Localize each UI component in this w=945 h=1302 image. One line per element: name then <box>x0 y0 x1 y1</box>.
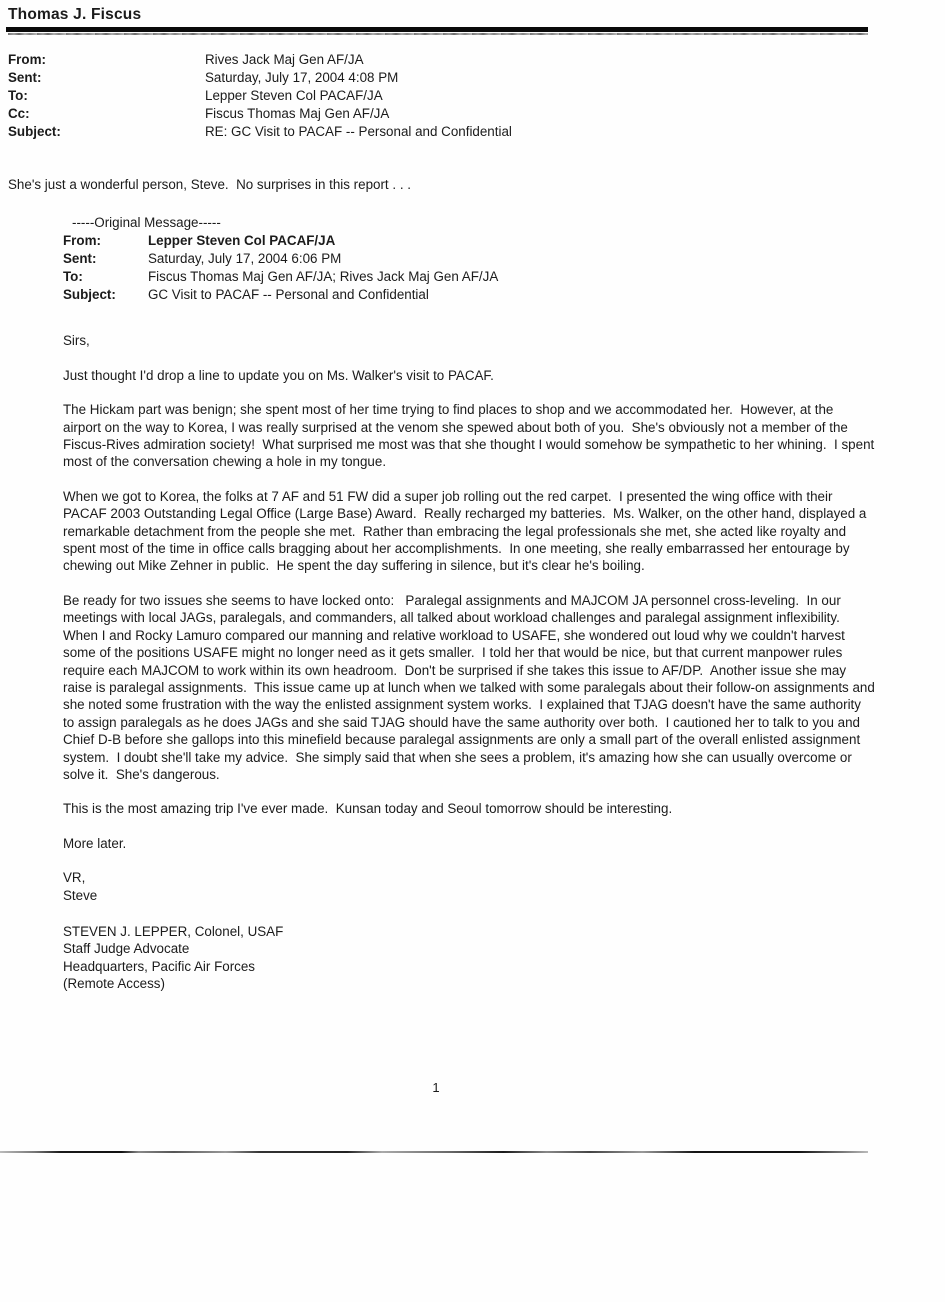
signature-steve: Steve <box>63 887 98 903</box>
quoted-subject-value: GC Visit to PACAF -- Personal and Confidential <box>148 287 429 303</box>
from-value: Rives Jack Maj Gen AF/JA <box>205 52 364 67</box>
sent-label: Sent: <box>8 70 42 85</box>
signature-name-rank: STEVEN J. LEPPER, Colonel, USAF <box>63 923 284 939</box>
subject-value: RE: GC Visit to PACAF -- Personal and Confidential <box>205 124 512 139</box>
email-header-row-to <box>8 87 880 105</box>
body-paragraph-korea: When we got to Korea, the folks at 7 AF and 51 FW did a super job rolling out the red carpet. I presented the wing office with their PACAF 2003 Outstanding Legal Office (Large Base) Award. Really recharged my batteries. Ms. Walker, on the other hand, displayed a remarkable detachment from the people she met. Rather than embracing the legal professionals she met, she acted like royalty and spent most of the time in office calls bragging about her accomplishments. In one meeting, she really embarrassed her entourage by chewing out Mike Zehner in public. He spent the day suffering in silence, but it's clear he's boiling. <box>63 488 871 574</box>
email-header-row-sent <box>8 69 880 87</box>
to-label: To: <box>8 88 28 103</box>
sent-value: Saturday, July 17, 2004 4:08 PM <box>205 70 399 85</box>
quoted-to-value: Fiscus Thomas Maj Gen AF/JA; Rives Jack Maj Gen AF/JA <box>148 269 499 285</box>
signature-block <box>63 923 875 993</box>
quoted-header-row-from <box>63 232 875 250</box>
message-body <box>63 332 879 852</box>
original-message-divider: -----Original Message----- <box>72 215 221 231</box>
quoted-sent-value: Saturday, July 17, 2004 6:06 PM <box>148 251 342 267</box>
body-paragraph-trip: This is the most amazing trip I've ever made. Kunsan today and Seoul tomorrow should be interesting. <box>63 801 673 817</box>
quoted-header-block <box>63 232 875 304</box>
email-header-row-from <box>8 51 880 69</box>
header-rule-speckle <box>8 33 868 35</box>
signature-remote-access: (Remote Access) <box>63 976 165 992</box>
email-header-row-cc <box>8 105 880 123</box>
body-paragraph-salutation: Sirs, <box>63 333 90 349</box>
page-number: 1 <box>432 1080 440 1095</box>
signature-title: Staff Judge Advocate <box>63 941 190 957</box>
email-header-block <box>8 51 880 141</box>
quoted-sent-label: Sent: <box>63 251 97 267</box>
body-paragraph-intro: Just thought I'd drop a line to update you on Ms. Walker's visit to PACAF. <box>63 367 494 383</box>
body-paragraph-hickam: The Hickam part was benign; she spent most of her time trying to find places to shop and we accommodated her. However, at the airport on the way to Korea, I was really surprised at the venom she spewed about both of you. She's obviously not a member of the Fiscus-Rives admiration society! What surprised me most was that she thought I would somehow be sympathetic to her whining. I spent most of the conversation chewing a hole in my tongue. <box>63 402 878 470</box>
from-label: From: <box>8 52 46 67</box>
quoted-to-label: To: <box>63 269 83 285</box>
quoted-header-row-to <box>63 268 875 286</box>
signature-org: Headquarters, Pacific Air Forces <box>63 958 256 974</box>
quoted-from-label: From: <box>63 233 101 249</box>
quoted-message <box>63 214 879 992</box>
body-paragraph-more-later: More later. <box>63 835 127 851</box>
quoted-from-value: Lepper Steven Col PACAF/JA <box>148 233 336 249</box>
document-header-name: Thomas J. Fiscus <box>8 6 142 23</box>
subject-label: Subject: <box>8 124 61 139</box>
quoted-header-row-subject <box>63 286 875 304</box>
bottom-scan-artifact-line <box>0 1151 868 1153</box>
cc-value: Fiscus Thomas Maj Gen AF/JA <box>205 106 390 121</box>
signature-short <box>63 869 875 904</box>
quoted-subject-label: Subject: <box>63 287 116 303</box>
cc-label: Cc: <box>8 106 30 121</box>
header-rule-thick <box>6 27 868 32</box>
signature-vr: VR, <box>63 870 86 886</box>
quoted-header-row-sent <box>63 250 875 268</box>
to-value: Lepper Steven Col PACAF/JA <box>205 88 383 103</box>
body-paragraph-issues: Be ready for two issues she seems to have locked onto: Paralegal assignments and MAJCOM JA personnel cross-leveling. In our meetings with local JAGs, paralegals, and commanders, all talked about workload challenges and paralegal assignment inflexibility. When I and Rocky Lamuro compared our manning and relative workload to USAFE, she wondered out loud why we couldn't harvest some of the positions USAFE might no longer need as it gets smaller. I told her that would be nice, but that current manpower rules require each MAJCOM to work within its own headroom. Don't be surprised if she takes this issue to AF/DP. Another issue she may raise is paralegal assignments. This issue came up at lunch when we talked with some paralegals about their follow-on assignments and she noted some frustration with the way the enlisted assignment system works. I explained that TJAG doesn't have the same authority to assign paralegals as he does JAGs and she said TJAG should have the same authority over both. I cautioned her to talk to you and Chief D-B before she gallops into this minefield because paralegal assignments are only a small part of the overall enlisted assignment system. I doubt she'll take my advice. She simply said that when she sees a problem, it's amazing how she can usually overcome or solve it. She's dangerous. <box>63 592 879 782</box>
email-header-row-subject <box>8 123 880 141</box>
reply-text: She's just a wonderful person, Steve. No surprises in this report . . . <box>8 177 411 192</box>
